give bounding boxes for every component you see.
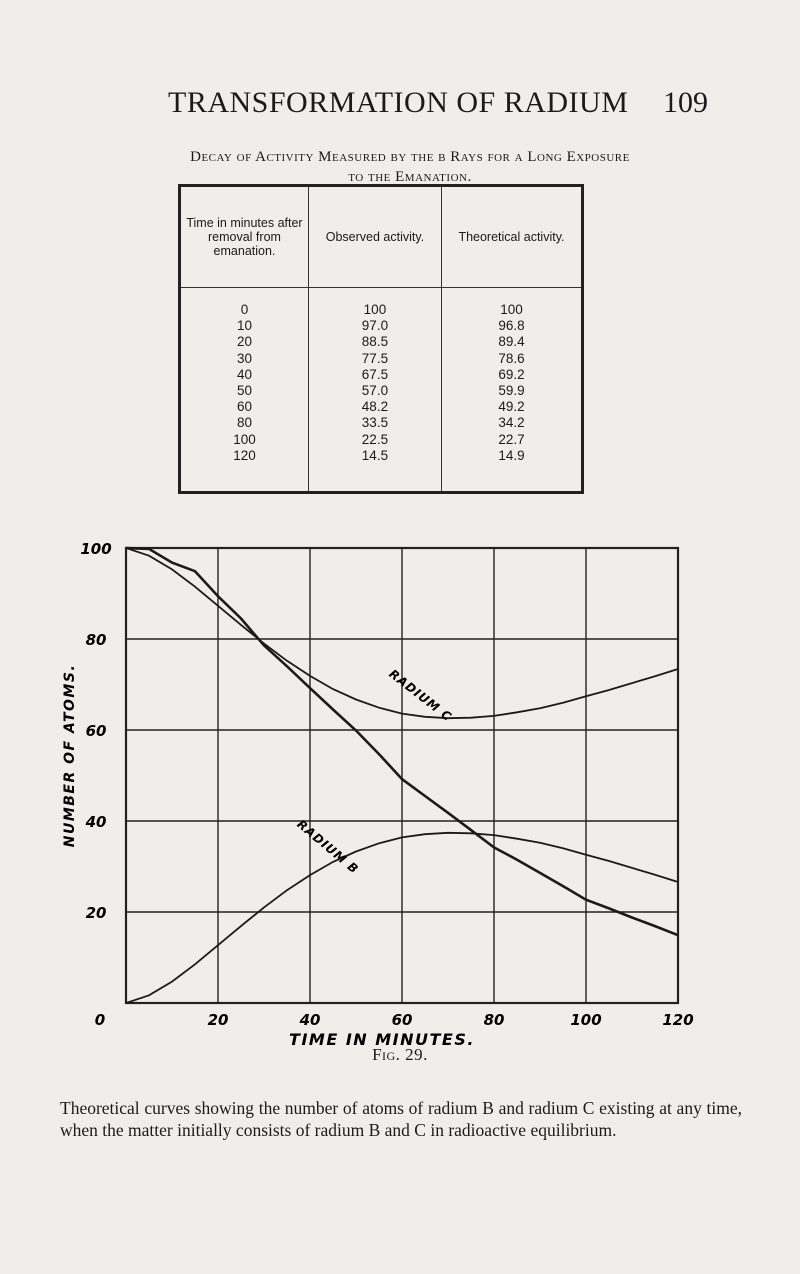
time-cell: 100 [233, 431, 256, 447]
x-tick-label: 40 [299, 1011, 321, 1029]
observed-cell: 67.5 [361, 366, 389, 382]
theoretical-cell: 59.9 [498, 382, 525, 398]
column-header-theoretical: Theoretical activity. [441, 186, 582, 288]
running-title: TRANSFORMATION OF RADIUM [168, 86, 629, 119]
observed-cell: 57.0 [361, 382, 389, 398]
radium-c-curve-label: RADIUM C [386, 666, 455, 725]
theoretical-cell: 96.8 [498, 318, 525, 334]
time-cell: 0 [240, 302, 249, 317]
x-axis-label: TIME IN MINUTES. [289, 1030, 475, 1049]
y-tick-label: 80 [85, 631, 107, 649]
decay-chart [0, 530, 800, 1049]
theoretical-cell: 78.6 [498, 350, 525, 366]
page-header [0, 86, 800, 126]
theoretical-cell: 49.2 [498, 399, 525, 415]
table-title-line-1: Decay of Activity Measured by the β Rays for a Long Exposure [190, 149, 630, 165]
time-cell: 10 [236, 318, 252, 334]
x-tick-label: 20 [207, 1011, 229, 1029]
theoretical-column [441, 288, 582, 493]
figure-label: Fig. 29. [372, 1045, 428, 1064]
x-tick-label: 60 [391, 1011, 413, 1029]
table-body [180, 288, 583, 493]
observed-cell: 100 [363, 302, 387, 317]
observed-column [308, 288, 441, 493]
theoretical-cell: 100 [500, 302, 523, 317]
theoretical-cell: 14.9 [498, 447, 525, 463]
x-tick-label: 80 [483, 1011, 505, 1029]
y-tick-label: 20 [85, 904, 107, 922]
decay-table [178, 184, 584, 494]
observed-cell: 97.0 [361, 318, 389, 334]
time-cell: 80 [236, 415, 252, 431]
time-cell: 30 [236, 350, 252, 366]
theoretical-cell: 34.2 [498, 415, 525, 431]
page-number: 109 [663, 86, 708, 119]
column-header-time: Time in minutes after removal from emanation. [180, 186, 309, 288]
table-header-row [180, 186, 583, 288]
time-column [180, 288, 309, 493]
observed-cell: 14.5 [361, 447, 389, 463]
time-cell: 120 [233, 447, 256, 463]
figure-legend: Theoretical curves showing the number of atoms of radium B and radium C existing at any time, when the matter initially consists of radium B and C in radioactive equilibrium. [60, 1098, 742, 1140]
observed-cell: 22.5 [361, 431, 389, 447]
column-header-observed: Observed activity. [308, 186, 441, 288]
y-axis-label: NUMBER OF ATOMS. [62, 663, 78, 848]
radium-b-curve-label: RADIUM B [294, 817, 362, 877]
table-title-line-2: to the Emanation. [348, 169, 472, 185]
time-cell: 40 [236, 366, 252, 382]
time-cell: 50 [236, 382, 252, 398]
x-tick-label: 0 [94, 1011, 106, 1029]
observed-cell: 48.2 [361, 399, 389, 415]
observed-cell: 88.5 [361, 334, 389, 350]
time-cell: 20 [236, 334, 252, 350]
theoretical-cell: 69.2 [498, 366, 525, 382]
y-tick-label: 100 [80, 540, 112, 558]
theoretical-cell: 22.7 [498, 431, 525, 447]
x-tick-label: 100 [570, 1011, 602, 1029]
y-tick-label: 40 [85, 813, 107, 831]
time-cell: 60 [236, 399, 252, 415]
theoretical-cell: 89.4 [498, 334, 525, 350]
observed-cell: 33.5 [361, 415, 389, 431]
x-tick-label: 120 [662, 1011, 694, 1029]
table-title [60, 147, 760, 187]
y-tick-label: 60 [85, 722, 107, 740]
observed-cell: 77.5 [361, 350, 389, 366]
